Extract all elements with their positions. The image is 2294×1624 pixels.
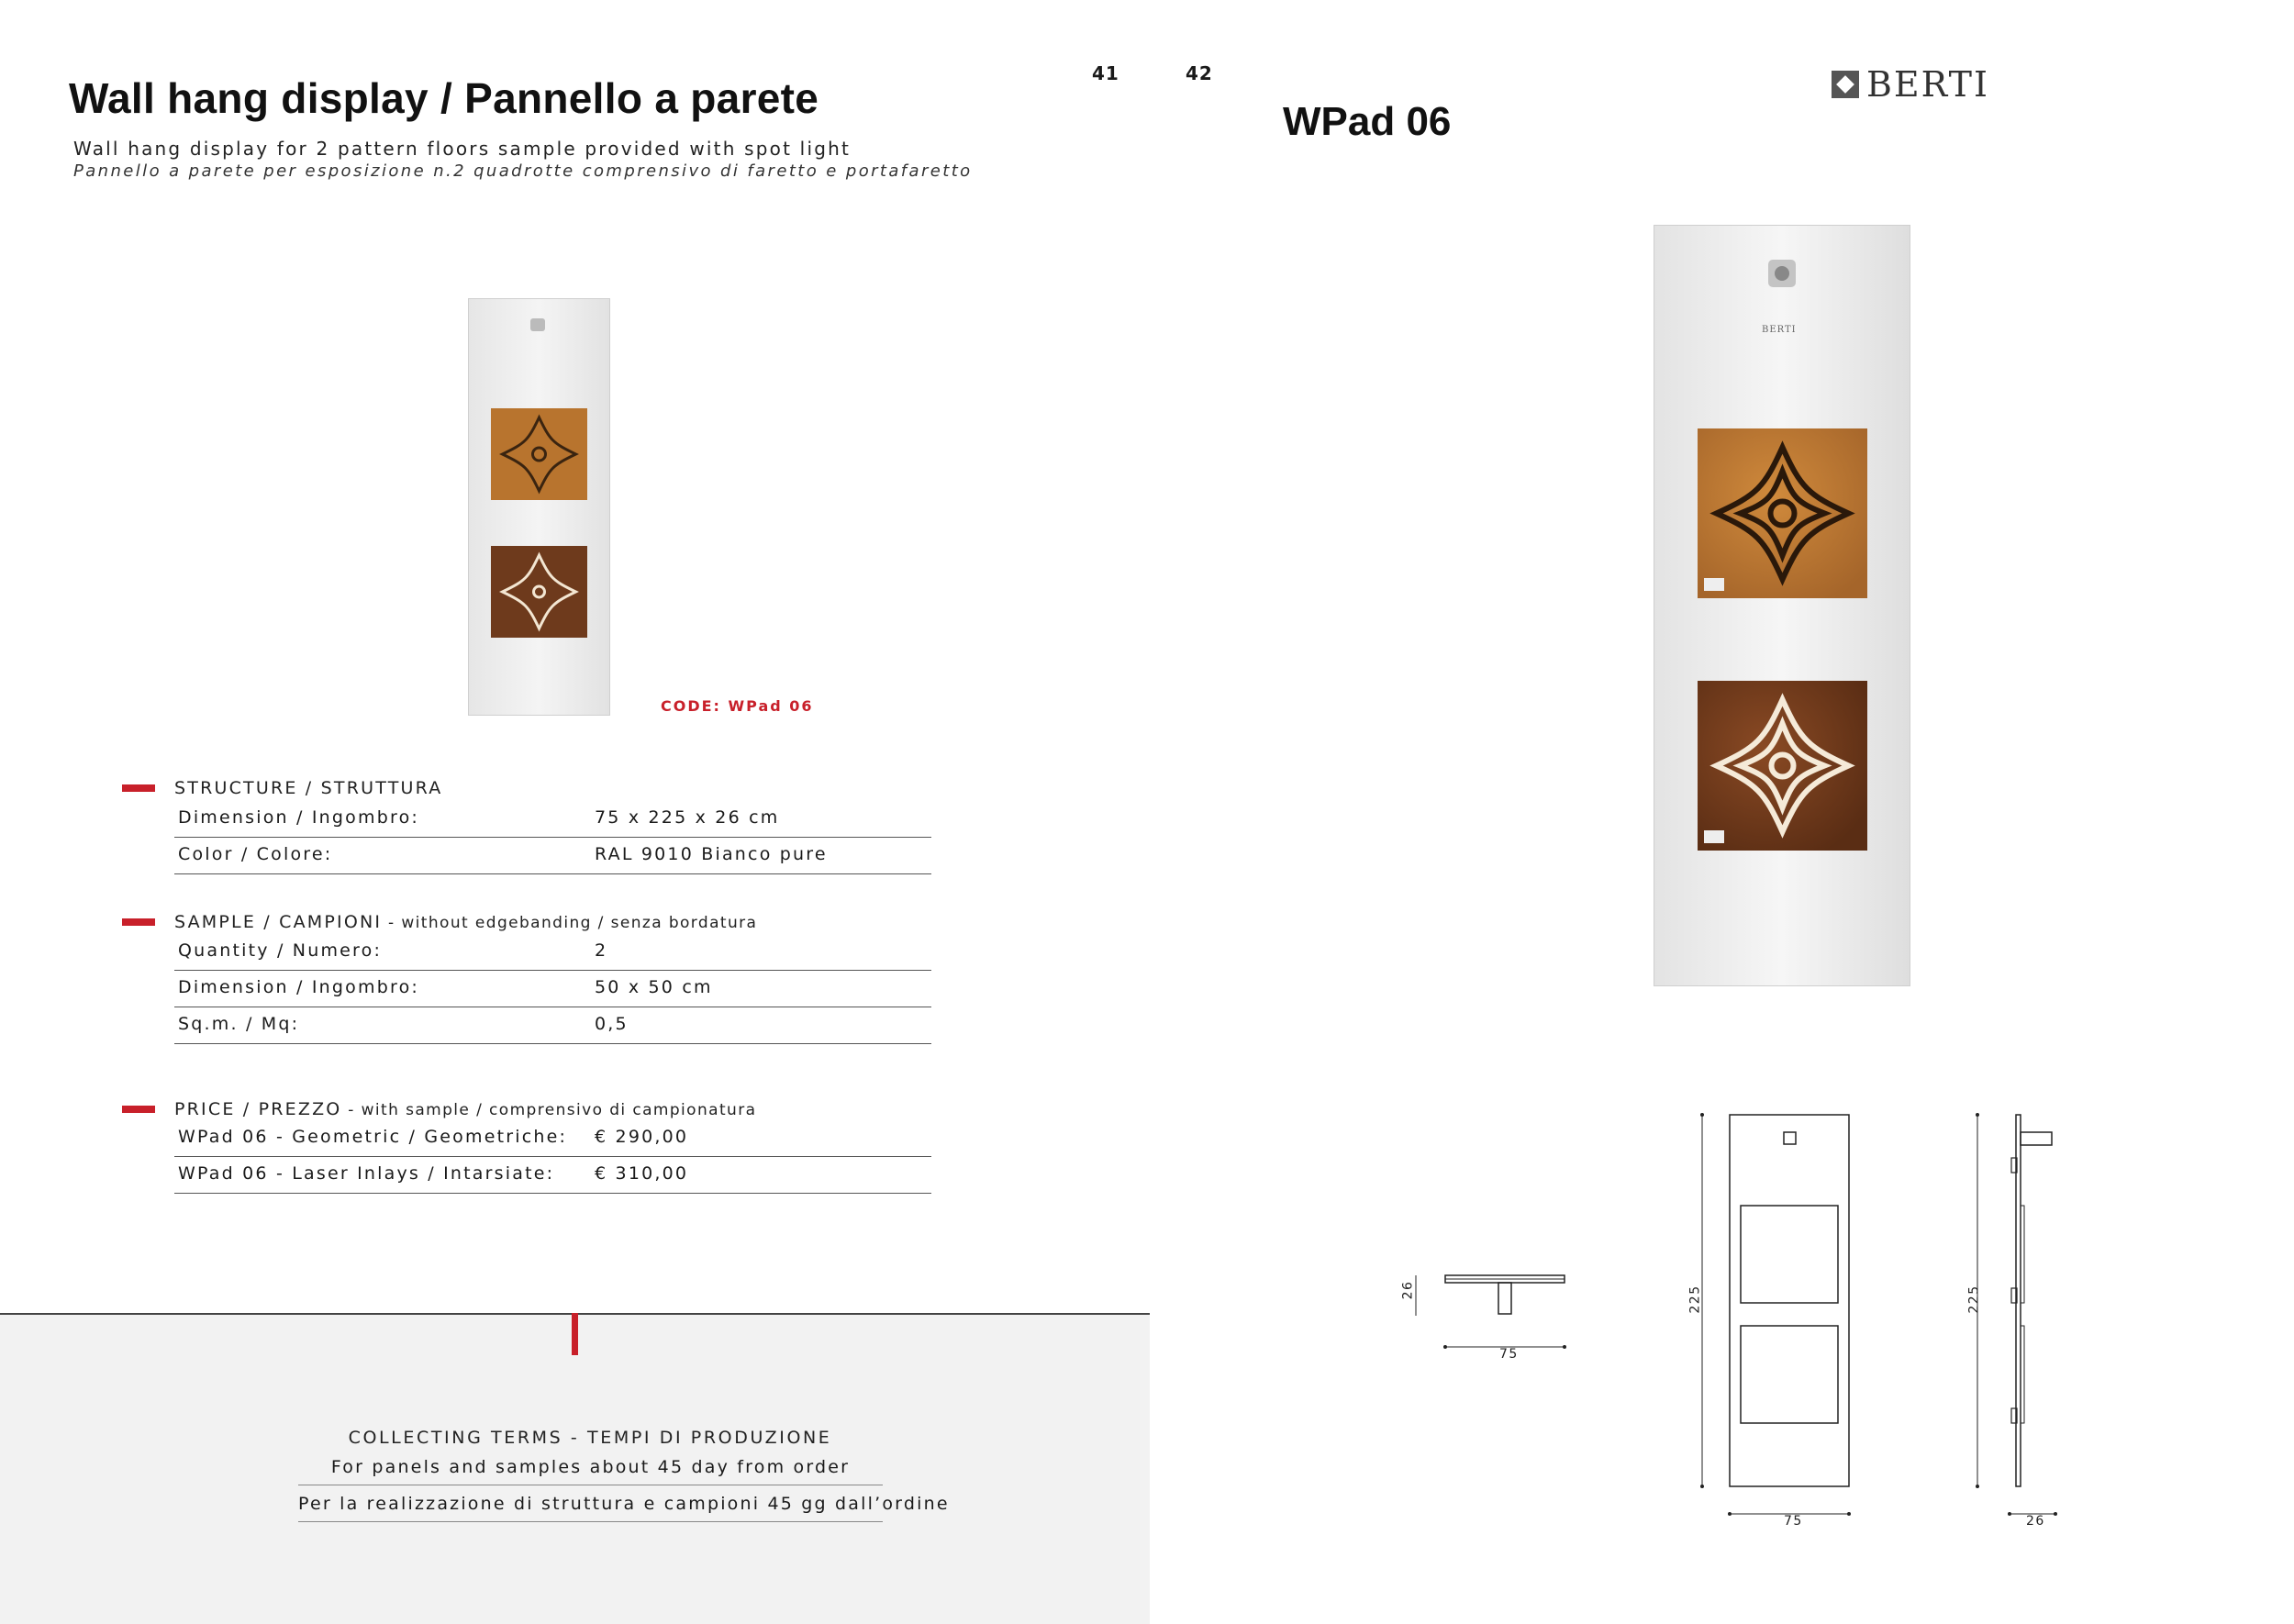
- product-photo-small: [468, 298, 610, 716]
- price-heading-main: PRICE / PREZZO: [174, 1099, 342, 1119]
- brand-logo: [1832, 64, 1989, 105]
- structure-row-dimension: [174, 800, 931, 838]
- subtitle-english: Wall hang display for 2 pattern floors sample provided with spot light: [73, 138, 852, 160]
- sample-row-quantity: [174, 933, 931, 971]
- collecting-terms-line-en: [298, 1450, 883, 1485]
- front-view-width-label: 75: [1784, 1514, 1803, 1529]
- top-view-width-label: 75: [1499, 1347, 1519, 1362]
- section-marker-sample: [122, 918, 155, 926]
- collecting-terms-text-en: For panels and samples about 45 day from order: [330, 1457, 851, 1477]
- sample-heading-main: SAMPLE / CAMPIONI: [174, 912, 383, 932]
- drawing-front-view: [1688, 1110, 1858, 1532]
- row-value: RAL 9010 Bianco pure: [595, 844, 828, 864]
- section-marker-price: [122, 1106, 155, 1113]
- collecting-terms-text-it: Per la realizzazione di struttura e campioni 45 gg dall’ordine: [298, 1494, 950, 1514]
- page-number-right: 42: [1186, 62, 1213, 84]
- row-key: Quantity / Numero:: [178, 940, 383, 961]
- row-key: Sq.m. / Mq:: [178, 1014, 300, 1034]
- row-value: 75 x 225 x 26 cm: [595, 807, 780, 828]
- side-view-depth-label: 26: [2026, 1514, 2045, 1529]
- brand-wordmark: BERTI: [1866, 64, 1989, 105]
- section-marker-structure: [122, 784, 155, 792]
- row-key: WPad 06 - Geometric / Geometriche:: [178, 1127, 568, 1147]
- product-code: CODE: WPad 06: [661, 697, 814, 715]
- row-value: 2: [595, 940, 608, 961]
- page-number-left: 41: [1092, 62, 1119, 84]
- collecting-terms-heading: COLLECTING TERMS - TEMPI DI PRODUZIONE: [348, 1428, 832, 1448]
- drawing-side-view: [1968, 1110, 2069, 1532]
- panel-logo: BERTI: [1762, 325, 1797, 335]
- price-row-laser: [174, 1156, 931, 1194]
- collecting-terms-line-it: [298, 1486, 950, 1522]
- sample-row-dimension: [174, 970, 931, 1007]
- row-value: 0,5: [595, 1014, 629, 1034]
- sample-row-sqm: [174, 1007, 931, 1044]
- row-key: Dimension / Ingombro:: [178, 807, 419, 828]
- row-key: Dimension / Ingombro:: [178, 977, 419, 997]
- subtitle-italian: Pannello a parete per esposizione n.2 quadrotte comprensivo di faretto e portafaretto: [73, 161, 973, 181]
- side-view-height-label: 225: [1966, 1285, 1982, 1314]
- sample-heading: [174, 912, 757, 932]
- product-photo-large: [1654, 225, 1910, 986]
- structure-row-color: [174, 837, 931, 874]
- row-value: € 310,00: [595, 1163, 689, 1184]
- product-title: WPad 06: [1283, 99, 1452, 144]
- collecting-terms-marker: [572, 1313, 578, 1355]
- row-key: Color / Colore:: [178, 844, 333, 864]
- price-row-geometric: [174, 1119, 931, 1157]
- structure-heading: STRUCTURE / STRUTTURA: [174, 778, 443, 798]
- front-view-height-label: 225: [1687, 1285, 1703, 1314]
- drawing-top-view: [1390, 1266, 1583, 1358]
- brand-mark-icon: [1832, 71, 1859, 98]
- top-view-depth-label: 26: [1400, 1280, 1416, 1300]
- row-value: 50 x 50 cm: [595, 977, 713, 997]
- price-heading: [174, 1099, 756, 1119]
- product-photo-large-art: [1654, 225, 1910, 986]
- row-value: € 290,00: [595, 1127, 689, 1147]
- page-title: Wall hang display / Pannello a parete: [69, 74, 819, 122]
- row-key: WPad 06 - Laser Inlays / Intarsiate:: [178, 1163, 555, 1184]
- price-heading-note: - with sample / comprensivo di campionatura: [341, 1101, 757, 1119]
- sample-heading-note: - without edgebanding / senza bordatura: [382, 914, 758, 932]
